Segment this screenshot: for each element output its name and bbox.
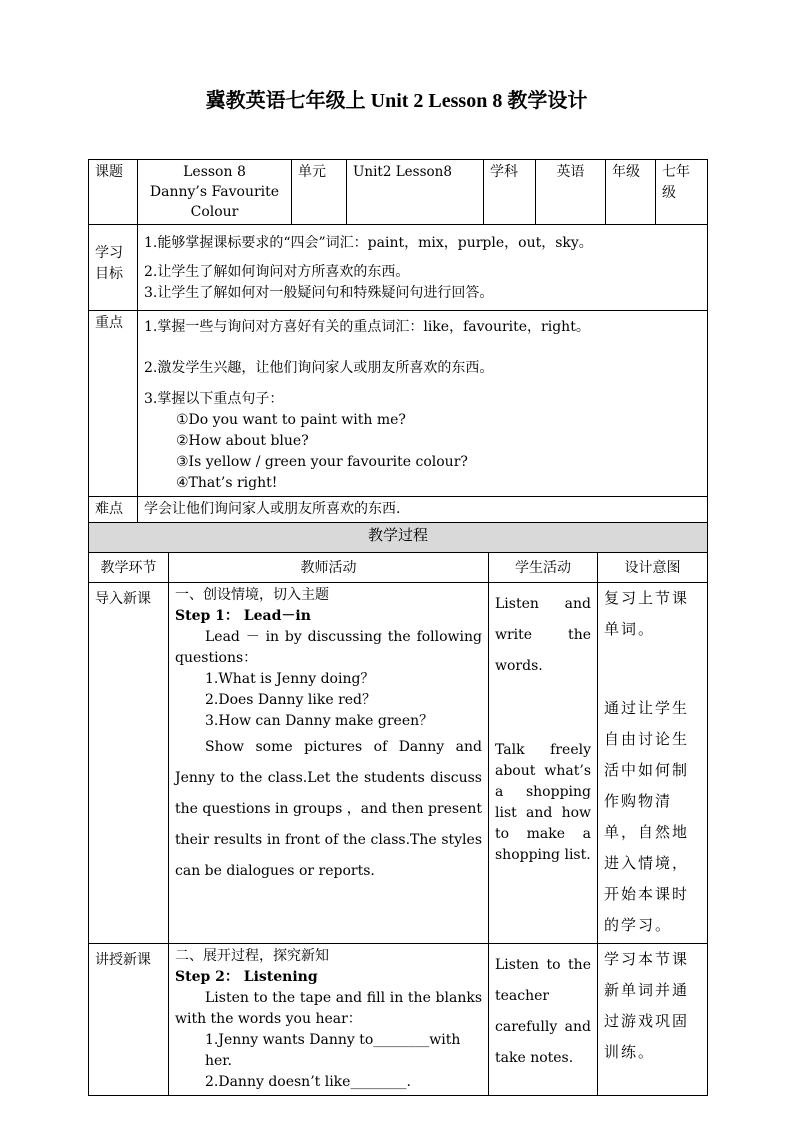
key-sentence: ③Is yellow / green your favourite colour? (176, 454, 468, 470)
difficulty-content: 学会让他们询问家人或朋友所喜欢的东西. (138, 497, 708, 523)
unit-label: 单元 (292, 160, 347, 225)
goals-label (89, 225, 138, 311)
design-intent-new (598, 944, 708, 1096)
blank-item: 1.Jenny wants Danny to________with her. (205, 1032, 461, 1069)
topic-value (138, 160, 292, 225)
design-intent-intro (598, 583, 708, 944)
goals-label-line: 学习 (95, 245, 123, 261)
teacher-activity-intro (169, 583, 489, 944)
header-stage: 教学环节 (89, 553, 169, 583)
key-sentence: ④That’s right! (176, 475, 278, 491)
section-heading: 一、创设情境，切入主题 (175, 587, 329, 603)
process-title: 教学过程 (89, 523, 708, 553)
step-intro: Listen to the tape and fill in the blanks with the words you hear： (175, 990, 482, 1027)
goals-content (138, 225, 708, 311)
subject-value: 英语 (536, 160, 606, 225)
topic-line: Lesson 8 (183, 164, 246, 180)
header-teacher: 教师活动 (169, 553, 489, 583)
key-points-content (138, 311, 708, 497)
student-task: Listen and write the words. (495, 596, 591, 674)
goals-label-line: 目标 (95, 266, 123, 282)
grade-value: 七年级 (656, 160, 708, 225)
student-task: Talk freely about what’s a shopping list and how to make a shopping list. (495, 742, 591, 863)
topic-line: Danny’s Favourite (149, 184, 280, 200)
step-body: Show some pictures of Danny and Jenny to the class.Let the students discuss the questions in groups ，and then present their results in front of the class.The styles can be dialogues or reports. (175, 739, 482, 879)
difficulty-label: 难点 (89, 497, 138, 523)
topic-line: Colour (190, 204, 239, 220)
intent-item: 复习上节课单词。 (604, 589, 690, 638)
teacher-activity-new (169, 944, 489, 1096)
intent-item: 通过让学生自由讨论生活中如何制作购物清单，自然地进入情境，开始本课时的学习。 (604, 699, 690, 934)
goal-item: 1.能够掌握课标要求的“四会”词汇：paint，mix，purple，out，sky。 (144, 235, 593, 251)
key-point-item: 1.掌握一些与询问对方喜好有关的重点词汇：like，favourite，right。 (144, 319, 590, 335)
unit-value: Unit2 Lesson8 (347, 160, 484, 225)
step-title: Step 1： Lead－in (175, 608, 311, 624)
key-point-item: 3.掌握以下重点句子： (144, 391, 284, 407)
header-student: 学生活动 (489, 553, 598, 583)
stage-new-lesson: 讲授新课 (89, 944, 169, 1096)
goal-item: 3.让学生了解如何对一般疑问句和特殊疑问句进行回答。 (144, 285, 494, 301)
blank-item: 2.Danny doesn’t like________. (205, 1074, 411, 1090)
process-table (88, 523, 708, 1096)
key-sentence: ①Do you want to paint with me? (176, 412, 406, 428)
key-point-item: 2.激发学生兴趣，让他们询问家人或朋友所喜欢的东西。 (144, 360, 494, 376)
step-intro: Lead － in by discussing the following questions： (175, 629, 482, 666)
grade-label: 年级 (606, 160, 656, 225)
info-table (88, 159, 708, 523)
header-intent: 设计意图 (598, 553, 708, 583)
question-item: 3.How can Danny make green？ (205, 713, 434, 729)
student-activity-intro (489, 583, 598, 944)
section-heading: 二、展开过程，探究新知 (175, 948, 329, 964)
student-activity-new (489, 944, 598, 1096)
stage-intro: 导入新课 (89, 583, 169, 944)
question-item: 2.Does Danny like red？ (205, 692, 377, 708)
key-sentence: ②How about blue? (176, 433, 309, 449)
step-title: Step 2： Listening (175, 969, 318, 985)
topic-label: 课题 (89, 160, 138, 225)
subject-label: 学科 (484, 160, 536, 225)
intent-item: 学习本节课新单词并通过游戏巩固训练。 (604, 950, 690, 1061)
question-item: 1.What is Jenny doing？ (205, 671, 375, 687)
key-points-label: 重点 (89, 311, 138, 497)
student-task: Listen to the teacher carefully and take notes. (495, 957, 591, 1066)
page-title: 冀教英语七年级上 Unit 2 Lesson 8 教学设计 (205, 90, 588, 112)
lesson-plan (88, 159, 707, 1096)
goal-item: 2.让学生了解如何询问对方所喜欢的东西。 (144, 264, 410, 280)
